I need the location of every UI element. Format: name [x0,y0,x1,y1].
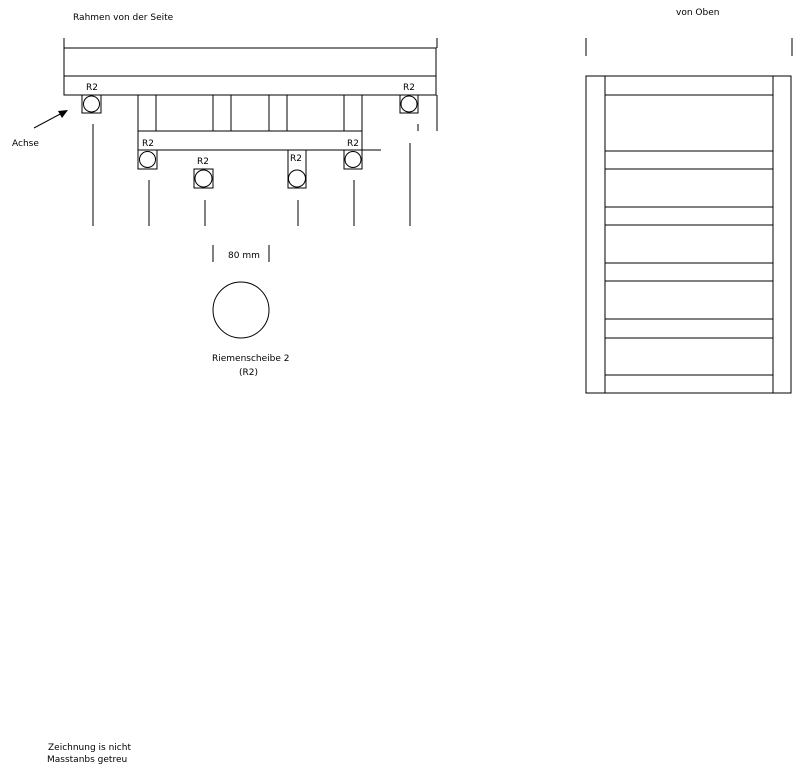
pulley-detail [212,282,290,378]
dimension-80mm [213,245,269,262]
axle-annotation [12,110,68,149]
pulley-center-left [194,157,213,188]
pulley-label: R2 [347,139,359,149]
pulley-left-upper [82,83,101,113]
footer-note-line1: Zeichnung is nicht [48,743,131,753]
pulley-caption-line1: Riemenscheibe 2 [212,354,290,364]
side-view-title: Rahmen von der Seite [73,13,174,23]
pulley-label: R2 [86,83,98,93]
pulley-caption-line2: (R2) [239,368,259,378]
top-view-title: von Oben [676,8,720,18]
pulley-center-right [288,150,306,188]
pulley-label: R2 [142,139,154,149]
pulley-label: R2 [290,154,302,164]
pulley-label: R2 [403,83,415,93]
pulley-label: R2 [197,157,209,167]
pulley-inner-right [344,139,362,169]
axle-label: Achse [12,139,39,149]
frame-top-rail [64,38,437,95]
pulley-inner-left [138,139,157,169]
footer-note-line2: Masstanbs getreu [47,755,128,765]
frame-lower-assembly [138,95,437,150]
dimension-label: 80 mm [228,251,260,261]
pulley-right-upper [400,83,418,113]
top-view-frame [586,38,792,393]
